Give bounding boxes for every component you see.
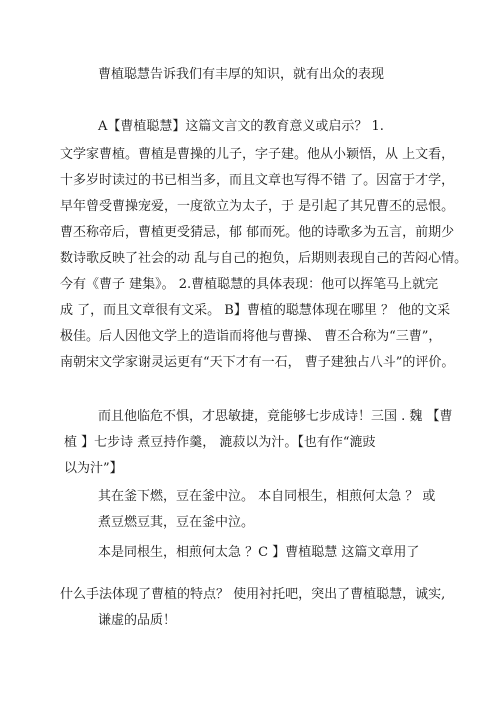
text-line-8: 成 了，而且文章很有文采。 B】曹植的聪慧体现在哪里 ？ 他的文采	[60, 303, 451, 318]
text-line-12: 植 】七步诗 煮豆持作羹， 漉菽以为汁。【也有作“漉豉	[64, 435, 376, 450]
text-line-6: 数诗歌反映了社会的动 乱与自己的抱负，后期则表现自己的苦闷心情。	[60, 251, 468, 266]
text-line-11: 而且他临危不惧，才思敏捷，竟能够七步成诗！三国 . 魏 【曹	[98, 409, 453, 424]
document-heading: 曹植聪慧告诉我们有丰厚的知识，就有出众的表现	[98, 67, 385, 82]
text-line-10: 南朝宋文学家谢灵运更有“天下才有一石， 曹子建独占八斗”的评价。	[60, 355, 455, 370]
text-line-9: 极佳。后人因他文学上的造诣而将他与曹操、 曹丕合称为“三曹”，	[60, 329, 442, 344]
text-line-15: 煮豆燃豆萁，豆在釜中泣。	[98, 515, 255, 530]
text-line-7: 今有《曹子 建集》。 2.曹植聪慧的具体表现：他可以挥笔马上就完	[60, 277, 439, 292]
text-line-1: A【曹植聪慧】这篇文言文的教育意义或启示？ 1.	[98, 119, 384, 134]
text-line-14: 其在釜下燃，豆在釜中泣。 本自同根生，相煎何太急 ？ 或	[98, 489, 436, 504]
text-line-18: 谦虚的品质！	[98, 613, 177, 628]
text-line-2: 文学家曹植。曹植是曹操的儿子，字子建。他从小颖悟，从 上文看，	[60, 147, 455, 162]
text-line-13: 以为汁”】	[64, 461, 123, 476]
text-line-5: 曹丕称帝后，曹植更受猜忌，郁 郁而死。他的诗歌多为五言，前期少	[60, 225, 455, 240]
text-line-3: 十多岁时读过的书已相当多，而且文章也写得不错 了。因富于才学，	[60, 173, 455, 188]
text-line-16: 本是同根生，相煎何太急 ？C 】曹植聪慧 这篇文章用了	[98, 545, 420, 560]
text-line-4: 早年曾受曹操宠爱，一度欲立为太子，于 是引起了其兄曹丕的忌恨。	[60, 199, 455, 214]
text-line-17: 什么手法体现了曹植的特点？ 使用衬托吧，突出了曹植聪慧，诚实,	[60, 587, 446, 602]
